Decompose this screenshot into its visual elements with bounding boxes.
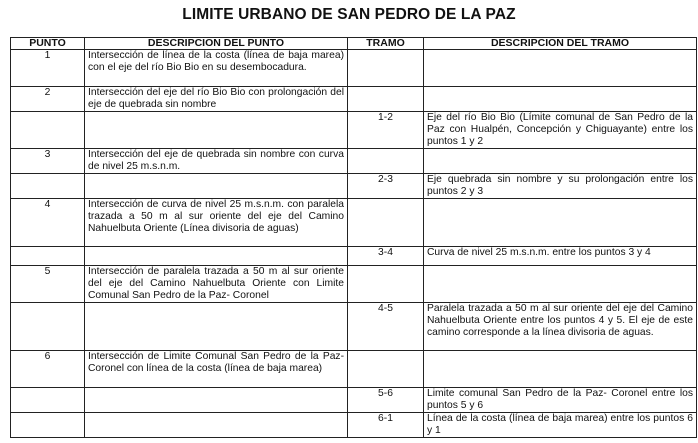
- cell-descripcion-tramo: [424, 199, 697, 247]
- cell-tramo: 1-2: [348, 112, 424, 149]
- header-descripcion-tramo: DESCRIPCION DEL TRAMO: [424, 38, 697, 50]
- cell-descripcion-punto: [85, 174, 348, 199]
- cell-punto: 1: [11, 50, 85, 87]
- table-row: [11, 149, 697, 174]
- table-row: [11, 266, 697, 303]
- table-row: [11, 199, 697, 247]
- table-row: [11, 413, 697, 438]
- cell-descripcion-punto: [85, 112, 348, 149]
- table-row: [11, 87, 697, 112]
- limits-table: [10, 37, 697, 438]
- cell-tramo: 4-5: [348, 303, 424, 351]
- table-row: [11, 351, 697, 388]
- cell-tramo: [348, 87, 424, 112]
- cell-descripcion-tramo: Línea de la costa (línea de baja marea) entre los puntos 6 y 1: [424, 413, 697, 438]
- header-descripcion-punto: DESCRIPCION DEL PUNTO: [85, 38, 348, 50]
- cell-punto: [11, 112, 85, 149]
- cell-tramo: [348, 149, 424, 174]
- table-row: [11, 112, 697, 149]
- cell-descripcion-punto: Intersección del eje del río Bio Bio con prolongación del eje de quebrada sin nombre: [85, 87, 348, 112]
- cell-punto: [11, 388, 85, 413]
- cell-tramo: [348, 266, 424, 303]
- cell-punto: 6: [11, 351, 85, 388]
- cell-tramo: 2-3: [348, 174, 424, 199]
- cell-punto: 3: [11, 149, 85, 174]
- cell-punto: 4: [11, 199, 85, 247]
- cell-descripcion-punto: [85, 247, 348, 266]
- cell-tramo: [348, 50, 424, 87]
- table-row: [11, 174, 697, 199]
- table-row: [11, 247, 697, 266]
- document-title: LIMITE URBANO DE SAN PEDRO DE LA PAZ: [182, 6, 516, 23]
- cell-tramo: 3-4: [348, 247, 424, 266]
- cell-punto: [11, 303, 85, 351]
- cell-descripcion-punto: Intersección de paralela trazada a 50 m al sur oriente del eje del Camino Nahuelbuta Oriente con Limite Comunal San Pedro de la Paz- Coronel: [85, 266, 348, 303]
- cell-descripcion-tramo: [424, 351, 697, 388]
- cell-descripcion-tramo: Limite comunal San Pedro de la Paz- Coronel entre los puntos 5 y 6: [424, 388, 697, 413]
- cell-descripcion-tramo: [424, 149, 697, 174]
- cell-punto: [11, 174, 85, 199]
- table-row: [11, 388, 697, 413]
- cell-descripcion-punto: [85, 303, 348, 351]
- cell-tramo: 6-1: [348, 413, 424, 438]
- cell-descripcion-punto: Intersección del eje de quebrada sin nombre con curva de nivel 25 m.s.n.m.: [85, 149, 348, 174]
- cell-punto: 2: [11, 87, 85, 112]
- cell-punto: [11, 247, 85, 266]
- cell-descripcion-tramo: Curva de nivel 25 m.s.n.m. entre los puntos 3 y 4: [424, 247, 697, 266]
- cell-descripcion-punto: [85, 388, 348, 413]
- cell-descripcion-tramo: [424, 50, 697, 87]
- cell-punto: [11, 413, 85, 438]
- table-row: [11, 50, 697, 87]
- cell-tramo: [348, 351, 424, 388]
- table-row: [11, 303, 697, 351]
- cell-descripcion-punto: Intersección de curva de nivel 25 m.s.n.m. con paralela trazada a 50 m al sur oriente del eje del Camino Nahuelbuta Oriente (Línea divisoria de aguas): [85, 199, 348, 247]
- cell-punto: 5: [11, 266, 85, 303]
- header-tramo: TRAMO: [348, 38, 424, 50]
- cell-tramo: [348, 199, 424, 247]
- cell-descripcion-tramo: [424, 87, 697, 112]
- cell-descripcion-punto: [85, 413, 348, 438]
- cell-tramo: 5-6: [348, 388, 424, 413]
- table-header-row: [11, 38, 697, 50]
- cell-descripcion-tramo: Paralela trazada a 50 m al sur oriente del eje del Camino Nahuelbuta Oriente entre los puntos 4 y 5. El eje de este camino corresponde a la línea divisoria de aguas.: [424, 303, 697, 351]
- cell-descripcion-punto: Intersección de Limite Comunal San Pedro de la Paz- Coronel con línea de la costa (línea de baja marea): [85, 351, 348, 388]
- header-punto: PUNTO: [11, 38, 85, 50]
- cell-descripcion-tramo: Eje del río Bio Bio (Límite comunal de San Pedro de la Paz con Hualpén, Concepción y Chiguayante) entre los puntos 1 y 2: [424, 112, 697, 149]
- cell-descripcion-tramo: [424, 266, 697, 303]
- cell-descripcion-tramo: Eje quebrada sin nombre y su prolongación entre los puntos 2 y 3: [424, 174, 697, 199]
- cell-descripcion-punto: Intersección de línea de la costa (línea de baja marea) con el eje del río Bio Bio en su desembocadura.: [85, 50, 348, 87]
